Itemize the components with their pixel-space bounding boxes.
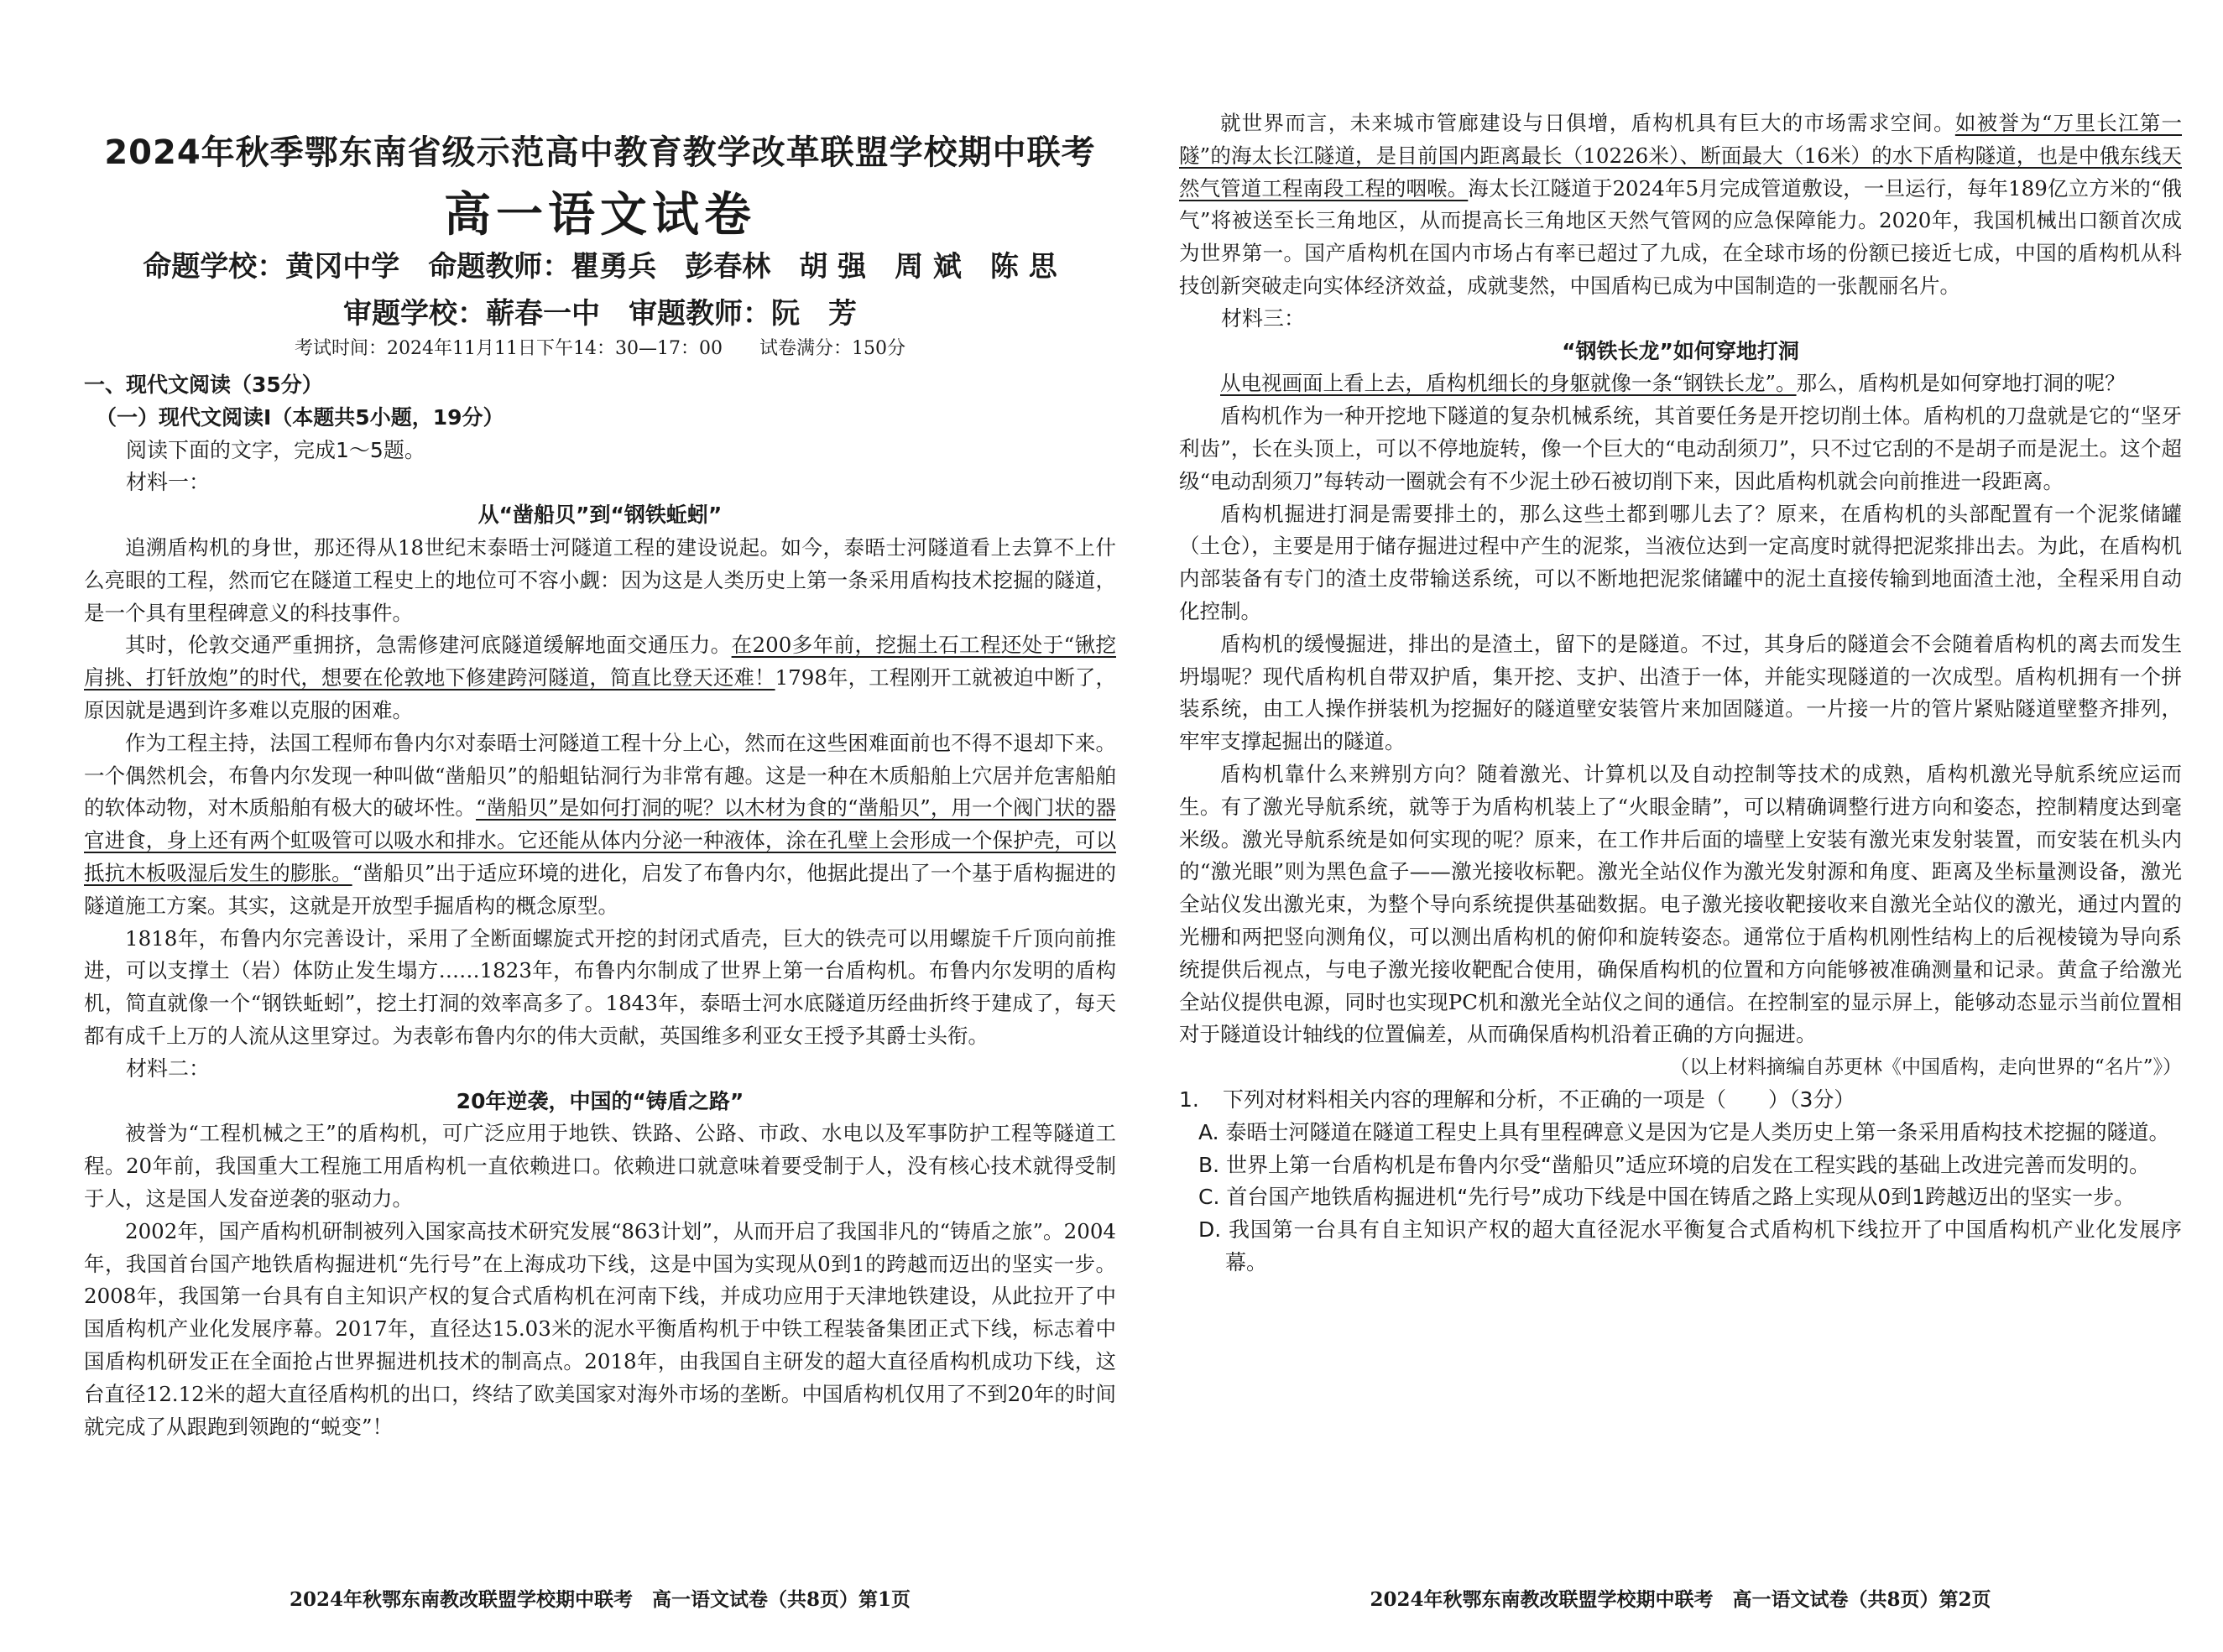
text: 其时，伦敦交通严重拥挤，急需修建河底隧道缓解地面交通压力。 <box>125 633 732 658</box>
section-heading: 一、现代文阅读（35分） <box>84 373 323 397</box>
question-text: 下列对材料相关内容的理解和分析，不正确的一项是（ ）（3分） <box>1223 1087 1855 1112</box>
paragraph <box>1179 367 2182 400</box>
option-c: C. 首台国产地铁盾构掘进机“先行号”成功下线是中国在铸盾之路上实现从0到1跨越迈出的坚实一步。 <box>1198 1185 2136 1210</box>
paragraph: 被誉为“工程机械之王”的盾构机，可广泛应用于地铁、铁路、公路、市政、水电以及军事防护工程等隧道工程。20年前，我国重大工程施工用盾构机一直依赖进口。依赖进口就意味着要受制于人，没有核心技术就得受制于人，这是国人发奋逆袭的驱动力。 <box>84 1121 1116 1211</box>
text: 海太长江隧道于2024年5月完成管道敷设，一旦运行，每年189亿立方米的“俄气”将被送至长三角地区，从而提高长三角地区天然气管网的应急保障能力。2020年，我国机械出口额首次成为世界第一。国产盾构机在国内市场占有率已超过了九成，在全球市场的份额已接近七成，中国的盾构机从科技创新突破走向实体经济效益，成就斐然，中国盾构已成为中国制造的一张靓丽名片。 <box>1179 175 2182 298</box>
exam-title: 2024年秋季鄂东南省级示范高中教育教学改革联盟学校期中联考 <box>104 133 1096 172</box>
option-a: A. 泰晤士河隧道在隧道工程史上具有里程碑意义是因为它是人类历史上第一条采用盾构技术挖掘的隧道。 <box>1198 1119 2170 1144</box>
question-number: 1. <box>1179 1087 1199 1112</box>
source-citation: （以上材料摘编自苏更林《中国盾构，走向世界的“名片”》） <box>1669 1056 2182 1079</box>
left-page <box>84 0 1116 1652</box>
material-label: 材料二： <box>126 1055 211 1081</box>
text: 那么，盾构机是如何穿地打洞的呢？ <box>1796 371 2126 396</box>
text: “凿船贝”出于适应环境的进化，启发了布鲁内尔，他据此提出了一个基于盾构掘进的隧道施工方案。其实，这就是开放型手掘盾构的概念原型。 <box>84 860 1116 918</box>
exam-meta: 考试时间：2024年11月11日下午14：30—17：00 试卷满分：150分 <box>295 338 905 359</box>
article-title: 从“凿船贝”到“钢铁蚯蚓” <box>477 503 723 528</box>
left-body <box>84 369 1116 1443</box>
underlined-text: 从电视画面上看上去，盾构机细长的身躯就像一条“钢铁长龙”。 <box>1220 371 1797 396</box>
article-title: “钢铁长龙”如何穿地打洞 <box>1562 338 1799 363</box>
paragraph: 追溯盾构机的身世，那还得从18世纪末泰晤士河隧道工程的建设说起。如今，泰晤士河隧道看上去算不上什么亮眼的工程，然而它在隧道工程史上的地位可不容小觑：因为这是人类历史上第一条采用盾构技术挖掘的隧道，是一个具有里程碑意义的科技事件。 <box>84 534 1116 625</box>
paragraph <box>1179 107 2182 303</box>
paragraph <box>84 629 1116 727</box>
reviewer-line: 审题学校：蕲春一中 审题教师：阮 芳 <box>343 297 857 331</box>
option-b: B. 世界上第一台盾构机是布鲁内尔受“凿船贝”适应环境的启发在工程实践的基础上改进完善而发明的。 <box>1198 1152 2150 1177</box>
underlined-text: 在200多年前，挖掘土石工程还处于“锹挖肩挑、打钎放炮”的时代，想要在伦敦地下修建跨河隧道，简直比登天还难！ <box>84 633 1116 691</box>
right-body <box>1179 107 2182 1279</box>
subsection-heading: （一）现代文阅读Ⅰ（本题共5小题，19分） <box>96 404 504 430</box>
author-line: 命题学校：黄冈中学 命题教师：瞿勇兵 彭春林 胡 强 周 斌 陈 思 <box>143 250 1057 284</box>
question-stem <box>1179 1084 2182 1117</box>
article-title: 20年逆袭，中国的“铸盾之路” <box>456 1088 744 1113</box>
right-page <box>1179 0 2182 1652</box>
instruction: 阅读下面的文字，完成1～5题。 <box>126 437 425 462</box>
paragraph: 1818年，布鲁内尔完善设计，采用了全断面螺旋式开挖的封闭式盾壳，巨大的铁壳可以用螺旋千斤顶向前推进，可以支撑土（岩）体防止发生塌方……1823年，布鲁内尔制成了世界上第一台盾构机。布鲁内尔发明的盾构机，简直就像一个“钢铁蚯蚓”，挖土打洞的效率高多了。1843年，泰晤士河水底隧道历经曲折终于建成了，每天都有成千上万的人流从这里穿过。为表彰布鲁内尔的伟大贡献，英国维多利亚女王授予其爵士头衔。 <box>84 925 1116 1048</box>
page-footer: 2024年秋鄂东南教改联盟学校期中联考 高一语文试卷（共8页）第2页 <box>1370 1588 1991 1611</box>
underlined-text: 如被誉为“万里长江第一隧”的海太长江隧道，是目前国内距离最长（10226米）、断面最大（16米）的水下盾构隧道，也是中俄东线天然气管道工程南段工程的咽喉。 <box>1179 111 2182 201</box>
underlined-text: “凿船贝”是如何打洞的呢？以木材为食的“凿船贝”，用一个阀门状的器官进食，身上还有两个虹吸管可以吸水和排水。它还能从体内分泌一种液体，涂在孔壁上会形成一个保护壳，可以抵抗木板吸湿后发生的膨胀。 <box>84 795 1116 885</box>
option-d: D. 我国第一台具有自主知识产权的超大直径泥水平衡复合式盾构机下线拉开了中国盾构机产业化发展序幕。 <box>1198 1217 2182 1274</box>
material-label: 材料三： <box>1221 305 1306 331</box>
paragraph: 2002年，国产盾构机研制被列入国家高技术研究发展“863计划”，从而开启了我国非凡的“铸盾之旅”。2004年，我国首台国产地铁盾构掘进机“先行号”在上海成功下线，这是中国为实现从0到1的跨越而迈出的坚实一步。2008年，我国第一台具有自主知识产权的复合式盾构机在河南下线，并成功应用于天津地铁建设，从此拉开了中国盾构机产业化发展序幕。2017年，直径达15.03米的泥水平衡盾构机于中铁工程装备集团正式下线，标志着中国盾构机研发正在全面抢占世界掘进机技术的制高点。2018年，由我国自主研发的超大直径盾构机成功下线，这台直径12.12米的超大直径盾构机的出口，终结了欧美国家对海外市场的垄断。中国盾构机仅用了不到20年的时间就完成了从跟跑到领跑的“蜕变”！ <box>84 1218 1116 1439</box>
page-footer: 2024年秋鄂东南教改联盟学校期中联考 高一语文试卷（共8页）第1页 <box>289 1588 911 1611</box>
paragraph: 盾构机作为一种开挖地下隧道的复杂机械系统，其首要任务是开挖切削土体。盾构机的刀盘就是它的“坚牙利齿”，长在头顶上，可以不停地旋转，像一个巨大的“电动刮须刀”，只不过它刮的不是胡子而是泥土。这个超级“电动刮须刀”每转动一圈就会有不少泥土砂石被切削下来，因此盾构机就会向前推进一段距离。 <box>1179 404 2182 493</box>
paragraph: 盾构机的缓慢掘进，排出的是渣土，留下的是隧道。不过，其身后的隧道会不会随着盾构机的离去而发生坍塌呢？现代盾构机自带双护盾，集开挖、支护、出渣于一体，并能实现隧道的一次成型。盾构机拥有一个拼装系统，由工人操作拼装机为挖掘好的隧道壁安装管片来加固隧道。一片接一片的管片紧贴隧道壁整齐排列，牢牢支撑起掘出的隧道。 <box>1179 631 2182 754</box>
paragraph <box>84 727 1116 923</box>
text: 作为工程主持，法国工程师布鲁内尔对泰晤士河隧道工程十分上心，然而在这些困难面前也不得不退却下来。一个偶然机会，布鲁内尔发现一种叫做“凿船贝”的船蛆钻洞行为非常有趣。这是一种在木质船舶上穴居并危害船舶的软体动物，对木质船舶有极大的破坏性。 <box>84 730 1116 821</box>
text: 1798年，工程刚开工就被迫中断了，原因就是遇到许多难以克服的困难。 <box>84 665 1116 722</box>
paper-title: 高一语文试卷 <box>444 188 756 242</box>
paragraph: 盾构机靠什么来辨别方向？随着激光、计算机以及自动控制等技术的成熟，盾构机激光导航系统应运而生。有了激光导航系统，就等于为盾构机装上了“火眼金睛”，可以精确调整行进方向和姿态，控制精度达到毫米级。激光导航系统是如何实现的呢？原来，在工作井后面的墙壁上安装有激光束发射装置，而安装在机头内的“激光眼”则为黑色盒子——激光接收标靶。激光全站仪作为激光发射源和角度、距离及坐标量测设备，激光全站仪发出激光束，为整个导向系统提供基础数据。电子激光接收靶接收来自激光全站仪的激光，通过内置的光栅和两把竖向测角仪，可以测出盾构机的俯仰和旋转姿态。通常位于盾构机刚性结构上的后视棱镜为导向系统提供后视点，与电子激光接收靶配合使用，确保盾构机的位置和方向能够被准确测量和记录。黄盒子给激光全站仪提供电源，同时也实现PC机和激光全站仪之间的通信。在控制室的显示屏上，能够动态显示当前位置相对于隧道设计轴线的位置偏差，从而确保盾构机沿着正确的方向掘进。 <box>1179 761 2182 1047</box>
paragraph: 盾构机掘进打洞是需要排土的，那么这些土都到哪儿去了？原来，在盾构机的头部配置有一个泥浆储罐（土仓），主要是用于储存掘进过程中产生的泥浆，当液位达到一定高度时就得把泥浆排出去。为此，在盾构机内部装备有专门的渣土皮带输送系统，可以不断地把泥浆储罐中的泥土直接传输到地面渣土池，全程采用自动化控制。 <box>1179 501 2182 623</box>
material-label: 材料一： <box>126 470 211 495</box>
text: 就世界而言，未来城市管廊建设与日俱增，盾构机具有巨大的市场需求空间。 <box>1220 111 1955 135</box>
